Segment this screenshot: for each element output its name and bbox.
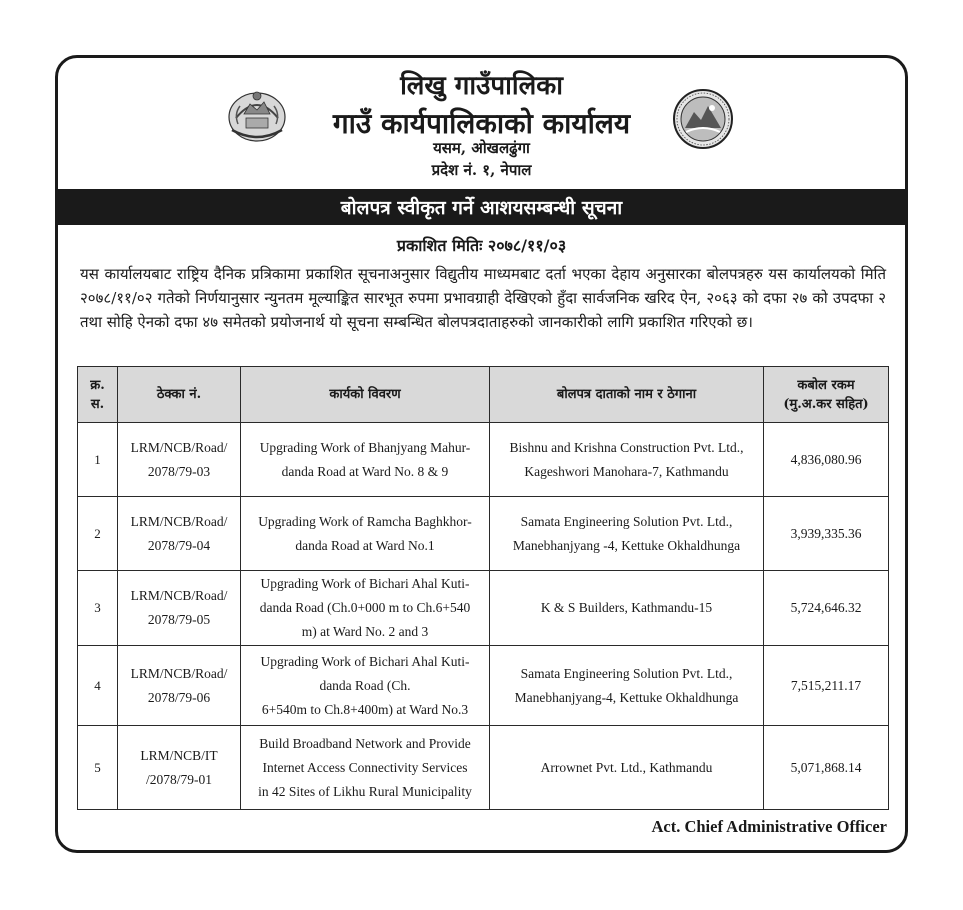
- work-line: Internet Access Connectivity Services: [262, 759, 468, 775]
- table-row: [78, 726, 889, 810]
- bidder-line: Samata Engineering Solution Pvt. Ltd.,: [520, 665, 733, 681]
- contract-line: /2078/79-01: [146, 771, 212, 787]
- work-line: m) at Ward No. 2 and 3: [301, 624, 429, 639]
- cell-contract: [118, 571, 241, 646]
- cell-bidder: [490, 423, 764, 497]
- bidder-line: K & S Builders, Kathmandu-15: [540, 600, 713, 615]
- cell-amount: 5,071,868.14: [764, 726, 889, 810]
- cell-sn: 3: [78, 571, 118, 646]
- header-amount-line1: कबोल रकम: [797, 377, 855, 393]
- header-contract-no: ठेक्का नं.: [118, 367, 241, 423]
- signoff: Act. Chief Administrative Officer: [651, 817, 887, 836]
- notice-title-bar: [58, 189, 905, 225]
- cell-work: [241, 646, 490, 726]
- table-header-row: [78, 367, 889, 423]
- cell-amount: 5,724,646.32: [764, 571, 889, 646]
- contract-line: 2078/79-06: [147, 689, 211, 705]
- bidder-line: Samata Engineering Solution Pvt. Ltd.,: [520, 513, 733, 529]
- notice-body: यस कार्यालयबाट राष्ट्रिय दैनिक प्रत्रिकामा प्रकाशित सूचनाअनुसार विद्युतीय माध्यमबाट दर्ता भएका देहाय अनुसारका बोलपत्रहरु यस कार्यालयको मिति २०७८/११/०२ गतेको निर्णयानुसार न्युनतम मूल्याङ्कित सारभूत रुपमा प्रभावग्राही देखिएको हुँदा सार्वजनिक खरिद ऐन, २०६३ को दफा २७ को उपदफा २ तथा सोहि ऐनको दफा ४७ समेतको प्रयोजनार्थ यो सूचना सम्बन्धित बोलपत्रदाताहरुको जानकारीको लागि प्रकाशित गरिएको छ।: [80, 265, 886, 331]
- contract-line: 2078/79-04: [147, 537, 211, 553]
- contract-line: LRM/NCB/Road/: [130, 439, 228, 455]
- header-amount: [764, 367, 889, 423]
- cell-sn: 1: [78, 423, 118, 497]
- bidder-line: Manebhanjyang -4, Kettuke Okhaldhunga: [512, 537, 741, 553]
- bidder-line: Manebhanjyang-4, Kettuke Okhaldhunga: [514, 689, 739, 705]
- cell-contract: [118, 497, 241, 571]
- cell-contract: [118, 646, 241, 726]
- cell-contract: [118, 423, 241, 497]
- municipality-name: लिखु गाउँपालिका: [400, 71, 563, 101]
- bidder-line: Bishnu and Krishna Construction Pvt. Ltd.,: [509, 439, 744, 455]
- header-work: कार्यको विवरण: [241, 367, 490, 423]
- contract-line: 2078/79-05: [147, 612, 211, 627]
- contract-line: LRM/NCB/Road/: [130, 665, 228, 681]
- province-country: प्रदेश नं. १, नेपाल: [431, 161, 532, 179]
- table-row: [78, 571, 889, 646]
- cell-work: [241, 571, 490, 646]
- cell-bidder: [490, 571, 764, 646]
- contract-line: LRM/NCB/Road/: [130, 513, 228, 529]
- work-line: Build Broadband Network and Provide: [259, 735, 471, 751]
- cell-sn: 4: [78, 646, 118, 726]
- published-date: प्रकाशित मितिः २०७८/११/०३: [396, 236, 567, 255]
- bidder-line: Kageshwori Manohara-7, Kathmandu: [524, 463, 729, 479]
- office-name: गाउँ कार्यपालिकाको कार्यालय: [332, 107, 631, 140]
- work-line: danda Road at Ward No. 8 & 9: [281, 463, 449, 479]
- work-line: danda Road (Ch.: [319, 677, 411, 693]
- work-line: in 42 Sites of Likhu Rural Municipality: [258, 783, 472, 799]
- cell-work: [241, 726, 490, 810]
- header-amount-line2: (मु.अ.कर सहित): [783, 396, 869, 412]
- work-line: Upgrading Work of Bhanjyang Mahur-: [259, 439, 471, 455]
- work-line: 6+540m to Ch.8+400m) at Ward No.3: [261, 701, 469, 717]
- cell-sn: 5: [78, 726, 118, 810]
- work-line: danda Road at Ward No.1: [295, 537, 435, 553]
- bid-table: [77, 366, 889, 810]
- office-address: यसम, ओखलढुंगा: [433, 139, 530, 157]
- work-line: Upgrading Work of Bichari Ahal Kuti-: [260, 653, 470, 669]
- work-line: danda Road (Ch.0+000 m to Ch.6+540: [259, 600, 471, 615]
- work-line: Upgrading Work of Bichari Ahal Kuti-: [260, 576, 470, 591]
- cell-amount: 7,515,211.17: [764, 646, 889, 726]
- contract-line: LRM/NCB/Road/: [130, 588, 228, 603]
- table-row: [78, 423, 889, 497]
- header-sn: क्र. स.: [78, 367, 118, 423]
- contract-line: 2078/79-03: [147, 463, 211, 479]
- table-row: [78, 497, 889, 571]
- cell-work: [241, 423, 490, 497]
- bidder-line: Arrownet Pvt. Ltd., Kathmandu: [540, 759, 713, 775]
- cell-bidder: [490, 497, 764, 571]
- cell-bidder: [490, 646, 764, 726]
- contract-line: LRM/NCB/IT: [140, 747, 218, 763]
- work-line: Upgrading Work of Ramcha Baghkhor-: [258, 513, 472, 529]
- notice-title: बोलपत्र स्वीकृत गर्ने आशयसम्बन्धी सूचना: [340, 197, 623, 219]
- cell-amount: 4,836,080.96: [764, 423, 889, 497]
- cell-work: [241, 497, 490, 571]
- cell-amount: 3,939,335.36: [764, 497, 889, 571]
- cell-sn: 2: [78, 497, 118, 571]
- header-bidder: बोलपत्र दाताको नाम र ठेगाना: [490, 367, 764, 423]
- cell-bidder: [490, 726, 764, 810]
- cell-contract: [118, 726, 241, 810]
- table-row: [78, 646, 889, 726]
